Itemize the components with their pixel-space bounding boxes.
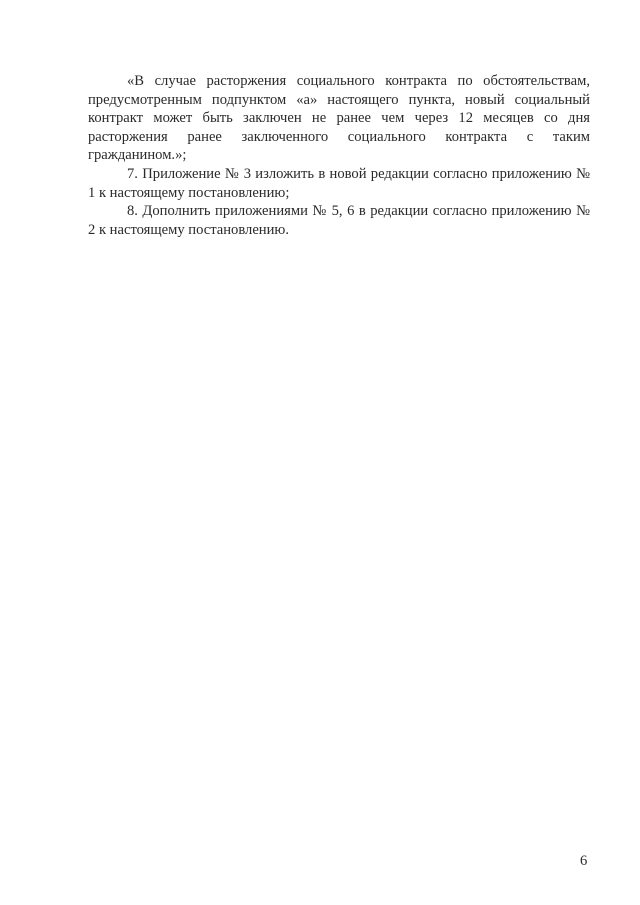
paragraph-item-8: 8. Дополнить приложениями № 5, 6 в редакции согласно приложению № 2 к настоящему постановлению. [88,203,590,238]
paragraph-item-7: 7. Приложение № 3 изложить в новой редакции согласно приложению № 1 к настоящему постановлению; [88,165,590,201]
page-number: 6 [580,853,588,869]
document-body [88,72,590,239]
paragraph-social-contract-termination: «В случае расторжения социального контракта по обстоятельствам, предусмотренным подпунктом «а» настоящего пункта, новый социальный контракт может быть заключен не ранее чем через 12 месяцев со дня расторжения ранее заключенного социального контракта с таким гражданином.»; [88,73,590,164]
